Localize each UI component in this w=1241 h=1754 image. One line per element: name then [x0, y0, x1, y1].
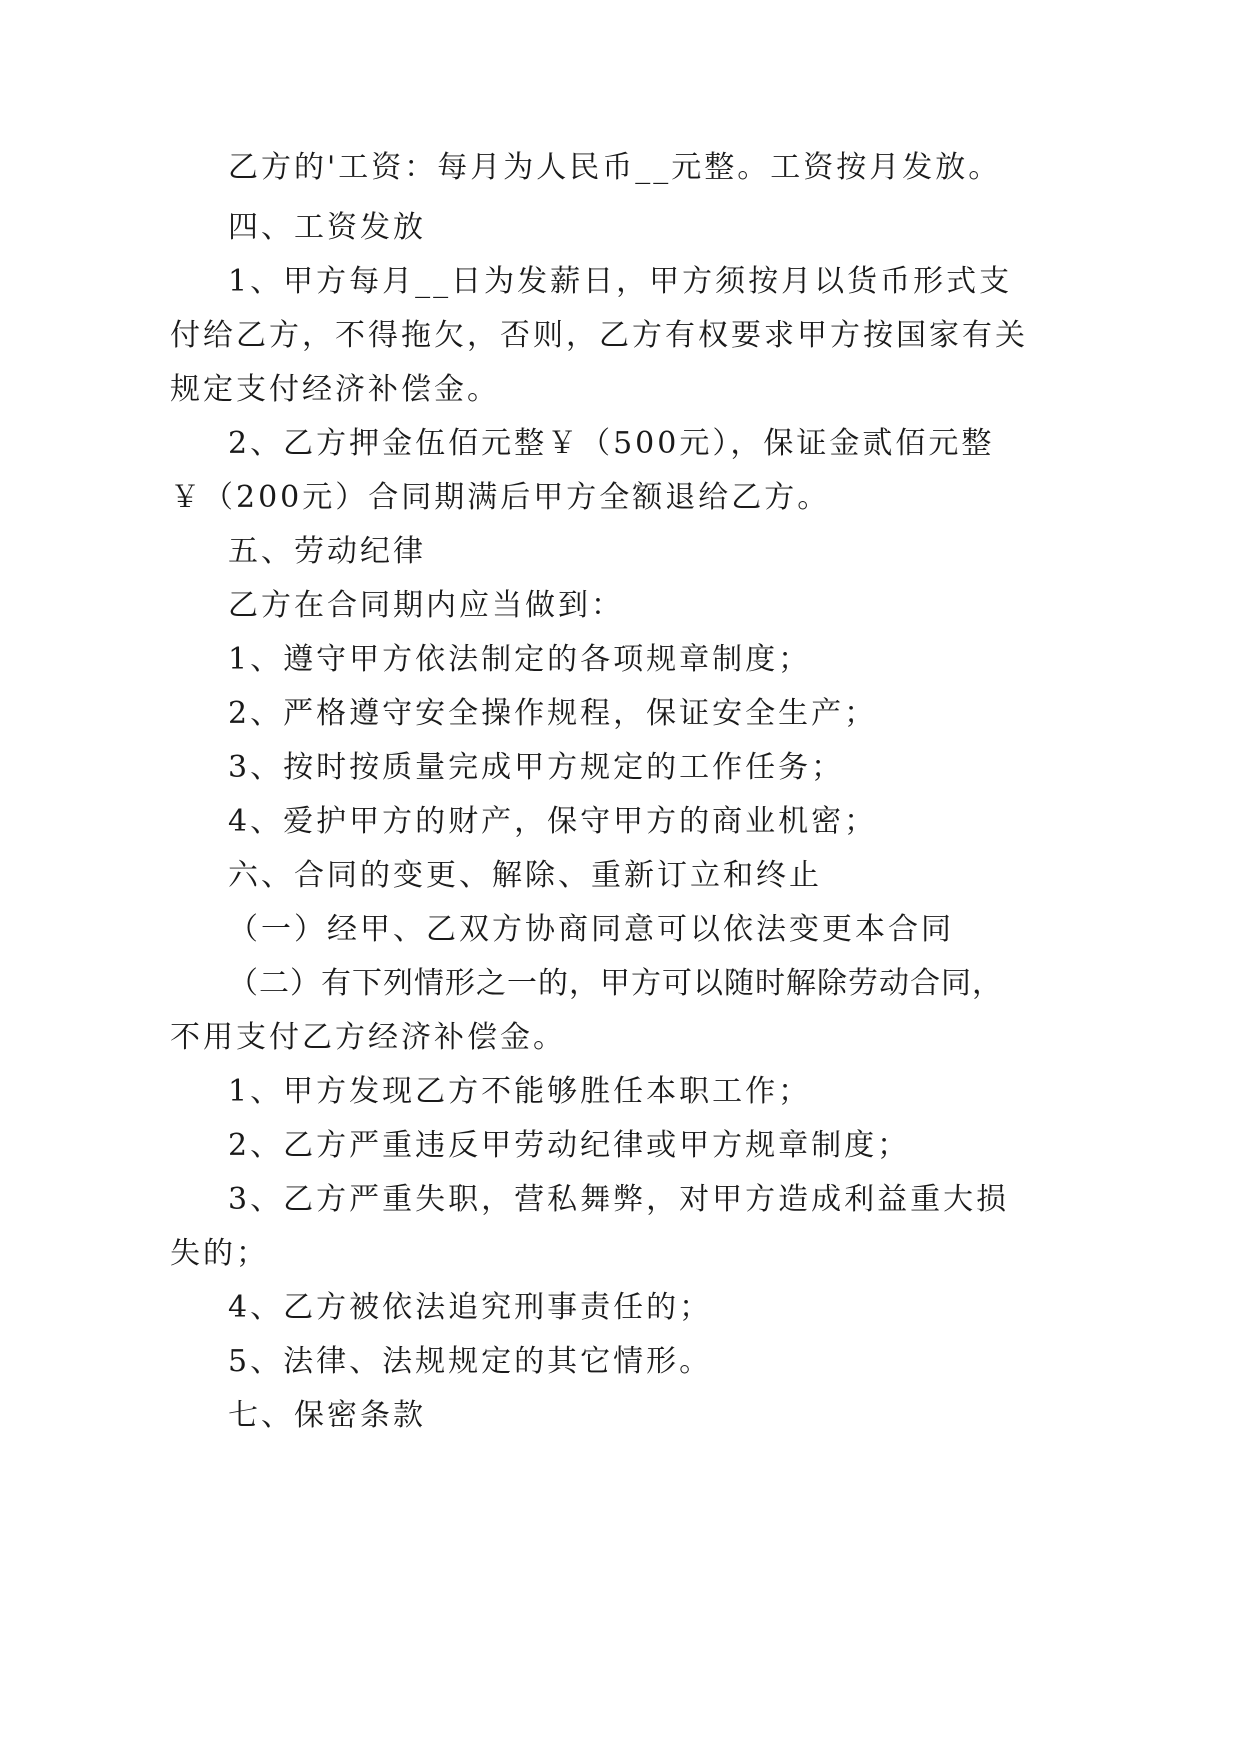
list-item-discipline-1: 1、遵守甲方依法制定的各项规章制度； — [228, 642, 812, 677]
paragraph-deposit-line-1: 2、乙方押金伍佰元整￥（500元），保证金贰佰元整 — [228, 426, 995, 461]
paragraph-payday-line-3: 规定支付经济补偿金。 — [170, 372, 500, 407]
list-item-termination-2: 2、乙方严重违反甲劳动纪律或甲方规章制度； — [228, 1128, 911, 1163]
paragraph-payday-line-2: 付给乙方，不得拖欠，否则，乙方有权要求甲方按国家有关 — [170, 318, 1028, 353]
list-item-termination-3-line-2: 失的； — [170, 1236, 269, 1271]
list-item-discipline-3: 3、按时按质量完成甲方规定的工作任务； — [228, 750, 845, 785]
list-item-termination-4: 4、乙方被依法追究刑事责任的； — [228, 1290, 713, 1325]
paragraph-change-clause-2-line-1: （二）有下列情形之一的，甲方可以随时解除劳动合同， — [228, 966, 1003, 1001]
paragraph-payday-line-1: 1、甲方每月__日为发薪日，甲方须按月以货币形式支 — [228, 264, 1013, 299]
section-heading-labor-discipline: 五、劳动纪律 — [228, 534, 426, 569]
paragraph-change-clause-1: （一）经甲、乙双方协商同意可以依法变更本合同 — [228, 912, 954, 947]
list-item-termination-3-line-1: 3、乙方严重失职，营私舞弊，对甲方造成利益重大损 — [228, 1182, 1010, 1217]
paragraph-discipline-intro: 乙方在合同期内应当做到： — [228, 588, 624, 623]
list-item-termination-1: 1、甲方发现乙方不能够胜任本职工作； — [228, 1074, 812, 1109]
section-heading-wage-payment: 四、工资发放 — [228, 210, 426, 245]
paragraph-change-clause-2-line-2: 不用支付乙方经济补偿金。 — [170, 1020, 566, 1055]
list-item-discipline-4: 4、爱护甲方的财产，保守甲方的商业机密； — [228, 804, 878, 839]
paragraph-deposit-line-2: ￥（200元）合同期满后甲方全额退给乙方。 — [170, 480, 831, 515]
list-item-termination-5: 5、法律、法规规定的其它情形。 — [228, 1344, 713, 1379]
list-item-discipline-2: 2、严格遵守安全操作规程，保证安全生产； — [228, 696, 878, 731]
section-heading-confidentiality: 七、保密条款 — [228, 1398, 426, 1433]
paragraph-salary-amount: 乙方的'工资：每月为人民币__元整。工资按月发放。 — [228, 150, 1002, 185]
section-heading-contract-changes: 六、合同的变更、解除、重新订立和终止 — [228, 858, 822, 893]
